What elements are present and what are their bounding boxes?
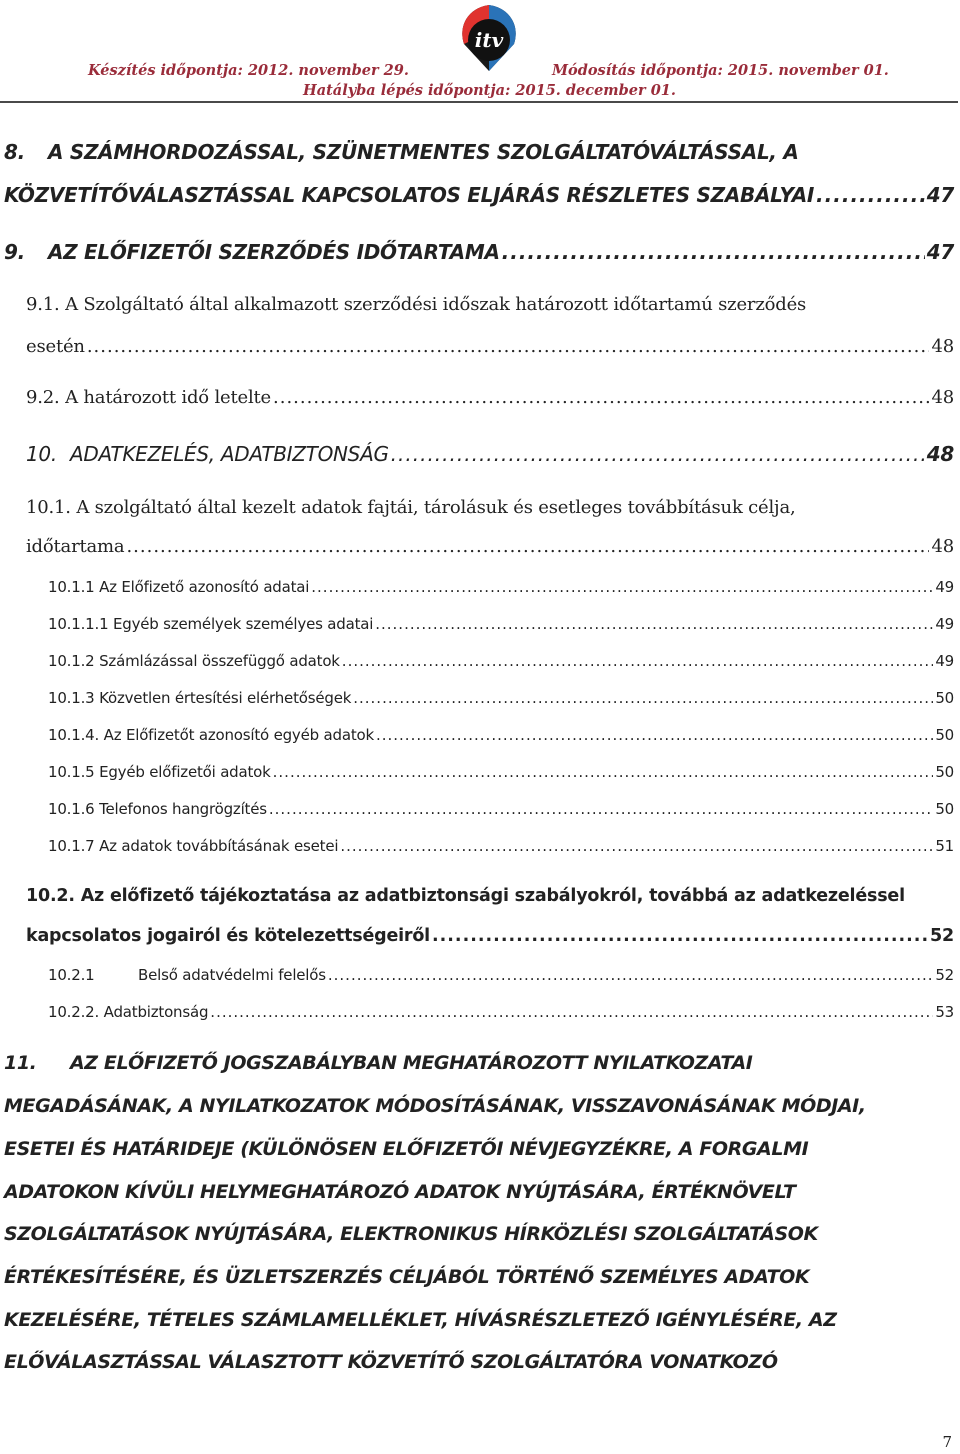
toc-entry-9-1-line1[interactable]: 9.1. A Szolgáltató által alkalmazott szerződési időszak határozott időtartamú szerződés [26, 294, 807, 315]
toc-entry-9[interactable]: 9. AZ ELŐFIZETŐI SZERZŐDÉS IDŐTARTAMA ..... 47 [4, 240, 954, 264]
effective-date: Hatályba lépés időpontja: 2015. december 01. [303, 82, 676, 99]
toc-entry-10-2-line1[interactable]: 10.2. Az előfizető tájékoztatása az adatbiztonsági szabályokról, továbbá az adatkezeléssel [26, 886, 905, 906]
toc-entry-10-1-line1[interactable]: 10.1. A szolgáltató által kezelt adatok fajtái, tárolásuk és esetleges továbbításuk célja, [26, 497, 796, 518]
toc-subitem[interactable]: 10.1.5 Egyéb előfizetői adatok ..... 50 [48, 763, 954, 781]
header-rule [0, 101, 958, 103]
toc-entry-11-line[interactable]: ELŐVÁLASZTÁSSAL VÁLASZTOTT KÖZVETÍTŐ SZOLGÁLTATÓRA VONATKOZÓ [4, 1351, 778, 1373]
toc-entry-11-line1[interactable]: 11. AZ ELŐFIZETŐ JOGSZABÁLYBAN MEGHATÁROZOTT NYILATKOZATAI [4, 1052, 753, 1074]
created-date: Készítés időpontja: 2012. november 29. [88, 62, 409, 79]
toc-subitem[interactable]: 10.1.1 Az Előfizető azonosító adatai ..... 49 [48, 578, 954, 596]
toc-entry-8-line1[interactable]: 8. A SZÁMHORDOZÁSSAL, SZÜNETMENTES SZOLGÁLTATÓVÁLTÁSSAL, A [4, 140, 799, 164]
toc-entry-11-line[interactable]: SZOLGÁLTATÁSOK NYÚJTÁSÁRA, ELEKTRONIKUS HÍRKÖZLÉSI SZOLGÁLTATÁSOK [4, 1223, 818, 1245]
toc-entry-11-line[interactable]: ÉRTÉKESÍTÉSÉRE, ÉS ÜZLETSZERZÉS CÉLJÁBÓL TÖRTÉNŐ SZEMÉLYES ADATOK [4, 1266, 810, 1288]
toc-entry-10[interactable]: 10. ADATKEZELÉS, ADATBIZTONSÁG ..... 48 [26, 442, 954, 466]
toc-entry-10-2-2[interactable]: 10.2.2. Adatbiztonság ..... 53 [48, 1003, 954, 1021]
toc-entry-8-line2[interactable]: KÖZVETÍTŐVÁLASZTÁSSAL KAPCSOLATOS ELJÁRÁS RÉSZLETES SZABÁLYAI ..... 47 [4, 183, 954, 207]
toc-subitem[interactable]: 10.1.1.1 Egyéb személyek személyes adatai ..... 49 [48, 615, 954, 633]
toc-entry-10-1-line2[interactable]: időtartama ..... 48 [26, 536, 954, 557]
logo-text: itv [474, 28, 504, 52]
page-ref: 47 [926, 183, 954, 207]
toc-entry-10-2-line2[interactable]: kapcsolatos jogairól és kötelezettségeiről ..... 52 [26, 926, 954, 946]
toc-entry-11-line[interactable]: KEZELÉSÉRE, TÉTELES SZÁMLAMELLÉKLET, HÍVÁSRÉSZLETEZŐ IGÉNYLÉSÉRE, AZ [4, 1309, 837, 1331]
toc-entry-11-line[interactable]: ADATOKON KÍVÜLI HELYMEGHATÁROZÓ ADATOK NYÚJTÁSÁRA, ÉRTÉKNÖVELT [4, 1181, 796, 1203]
toc-entry-11-line[interactable]: ESETEI ÉS HATÁRIDEJE (KÜLÖNÖSEN ELŐFIZETŐI NÉVJEGYZÉKRE, A FORGALMI [4, 1138, 809, 1160]
page-number: 7 [942, 1433, 952, 1451]
modified-date: Módosítás időpontja: 2015. november 01. [552, 62, 889, 79]
toc-subitem[interactable]: 10.1.7 Az adatok továbbításának esetei ..... 51 [48, 837, 954, 855]
toc-entry-9-2[interactable]: 9.2. A határozott idő letelte ..... 48 [26, 387, 954, 408]
toc-subitem[interactable]: 10.1.6 Telefonos hangrögzítés ..... 50 [48, 800, 954, 818]
toc-subitem[interactable]: 10.1.3 Közvetlen értesítési elérhetőségek ..... 50 [48, 689, 954, 707]
toc-entry-9-1-line2[interactable]: esetén ..... 48 [26, 336, 954, 357]
toc-entry-10-2-1[interactable]: 10.2.1 Belső adatvédelmi felelős ..... 52 [48, 966, 954, 984]
itv-logo [452, 2, 526, 74]
toc-subitem[interactable]: 10.1.4. Az Előfizetőt azonosító egyéb adatok ..... 50 [48, 726, 954, 744]
toc-subitem[interactable]: 10.1.2 Számlázással összefüggő adatok ..... 49 [48, 652, 954, 670]
toc-entry-11-line[interactable]: MEGADÁSÁNAK, A NYILATKOZATOK MÓDOSÍTÁSÁNAK, VISSZAVONÁSÁNAK MÓDJAI, [4, 1095, 866, 1117]
